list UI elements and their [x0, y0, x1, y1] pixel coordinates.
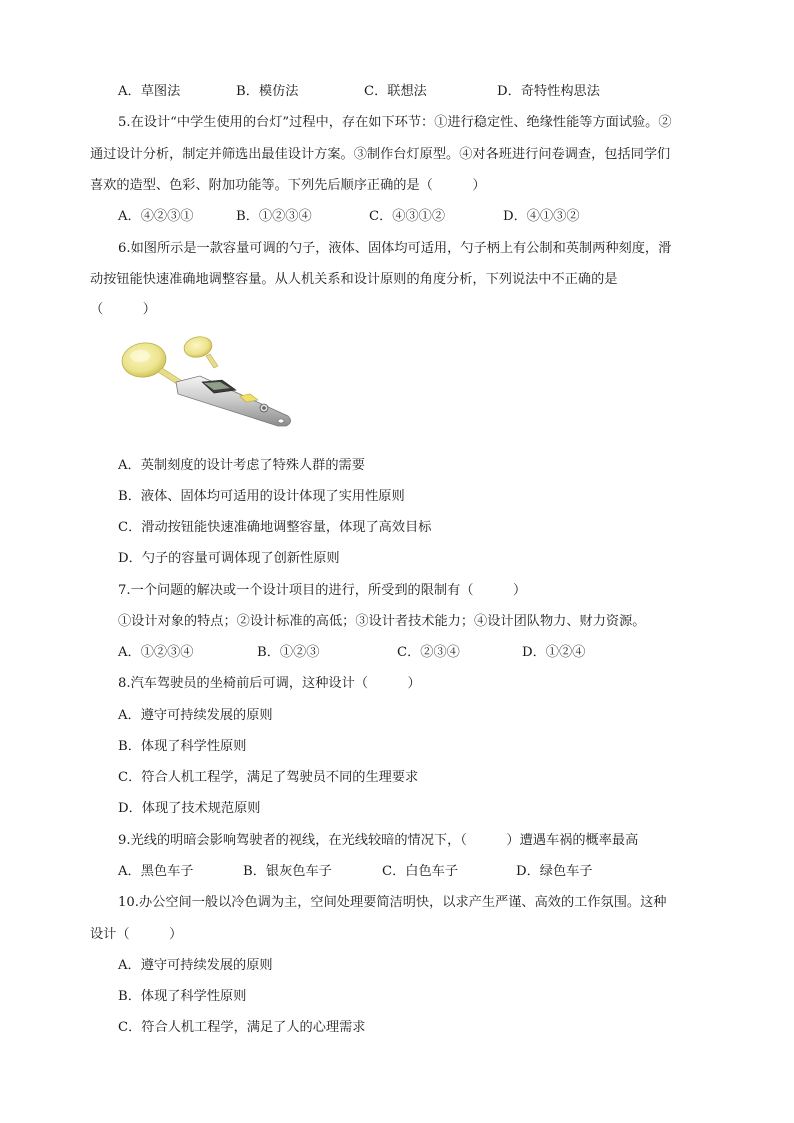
q7-stem: 7.一个问题的解决或一个设计项目的进行，所受到的限制有（ ）: [118, 583, 527, 598]
q8-option-b: B．体现了科学性原则: [118, 739, 247, 754]
q6-stem-line-3: （ ）: [90, 302, 156, 317]
q6-option-c: C．滑动按钮能快速准确地调整容量，体现了高效目标: [118, 520, 432, 535]
q4-options: [0, 82, 794, 102]
q7-conditions: ①设计对象的特点；②设计标准的高低；③设计者技术能力；④设计团队物力、财力资源。: [118, 614, 646, 629]
q4-option-a: A．草图法: [118, 84, 181, 99]
q5-option-b: B．①②③④: [236, 209, 312, 224]
q8-option-d: D．体现了技术规范原则: [118, 801, 261, 816]
measuring-spoon-image: [118, 330, 298, 438]
q7-option-d: D．①②④: [522, 645, 586, 660]
q8-option-c: C．符合人机工程学，满足了驾驶员不同的生理要求: [118, 770, 419, 785]
q10-option-b: B．体现了科学性原则: [118, 989, 247, 1004]
q8-option-a: A．遵守可持续发展的原则: [118, 708, 273, 723]
q7-option-c: C．②③④: [397, 645, 460, 660]
q6-option-a: A．英制刻度的设计考虑了特殊人群的需要: [118, 458, 365, 473]
q9-option-c: C．白色车子: [382, 864, 459, 879]
q6-stem-line-1: 6.如图所示是一款容量可调的勺子，液体、固体均可适用，勺子柄上有公制和英制两种刻度，滑: [118, 241, 672, 256]
q5-stem-line-1: 5.在设计“中学生使用的台灯”过程中，存在如下环节：①进行稳定性、绝缘性能等方面试验。②: [118, 115, 672, 130]
q5-option-c: C．④③①②: [369, 209, 446, 224]
q9-option-d: D．绿色车子: [516, 864, 593, 879]
q7-options: [0, 643, 794, 663]
q6-stem-line-2: 动按钮能快速准确地调整容量。从人机关系和设计原则的角度分析，下列说法中不正确的是: [90, 272, 618, 287]
q5-stem-line-3: 喜欢的造型、色彩、附加功能等。下列先后顺序正确的是（ ）: [90, 178, 486, 193]
q7-option-b: B．①②③: [257, 645, 320, 660]
q5-option-d: D．④①③②: [503, 209, 580, 224]
q4-option-c: C．联想法: [364, 84, 427, 99]
q6-option-b: B．液体、固体均可适用的设计体现了实用性原则: [118, 489, 405, 504]
q8-stem: 8.汽车驾驶员的坐椅前后可调，这种设计（ ）: [118, 676, 421, 691]
q9-options: [0, 862, 794, 882]
q10-stem-line-1: 10.办公空间一般以冷色调为主，空间处理要简洁明快，以求产生严谨、高效的工作氛围。这种: [118, 895, 667, 910]
q5-options: [0, 207, 794, 227]
q5-option-a: A．④②③①: [118, 209, 194, 224]
q4-option-b: B．模仿法: [236, 84, 299, 99]
q9-option-b: B．银灰色车子: [243, 864, 332, 879]
q4-option-d: D．奇特性构思法: [497, 84, 600, 99]
q9-option-a: A．黑色车子: [118, 864, 194, 879]
q6-option-d: D．勺子的容量可调体现了创新性原则: [118, 551, 340, 566]
q5-stem-line-2: 通过设计分析，制定并筛选出最佳设计方案。③制作台灯原型。④对各班进行问卷调查，包括同学们: [90, 147, 671, 162]
q10-stem-line-2: 设计（ ）: [90, 927, 183, 942]
q9-stem: 9.光线的明暗会影响驾驶者的视线，在光线较暗的情况下，（ ）遭遇车祸的概率最高: [118, 833, 639, 848]
q10-option-a: A．遵守可持续发展的原则: [118, 958, 273, 973]
q7-option-a: A．①②③④: [118, 645, 194, 660]
q10-option-c: C．符合人机工程学，满足了人的心理需求: [118, 1020, 366, 1035]
